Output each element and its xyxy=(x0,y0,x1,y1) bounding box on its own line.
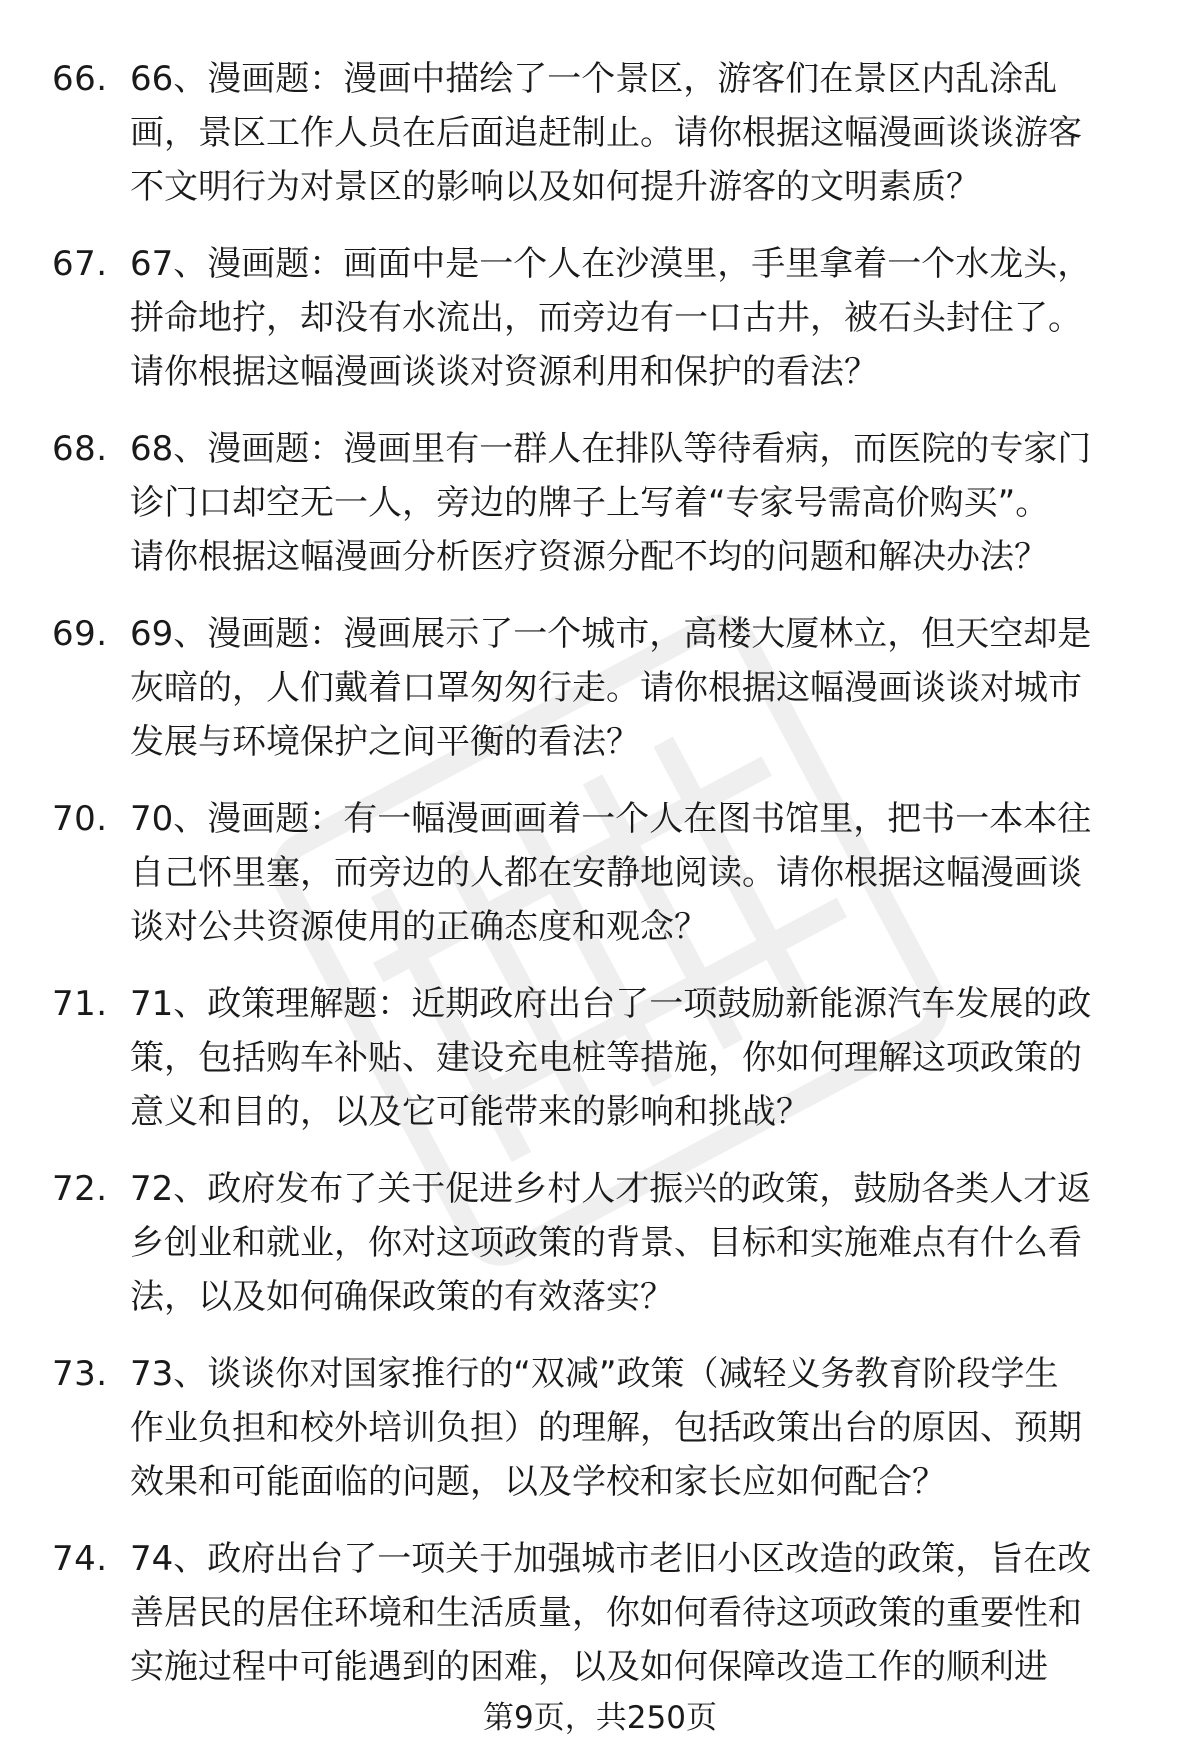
question-text xyxy=(130,237,1140,399)
question-line: 69、漫画题：漫画展示了一个城市，高楼大厦林立，但天空却是 xyxy=(130,614,1092,654)
question-line: 画，景区工作人员在后面追赶制止。请你根据这幅漫画谈谈游客 xyxy=(130,113,1082,153)
question-text xyxy=(130,422,1140,584)
question-line: 70、漫画题：有一幅漫画画着一个人在图书馆里，把书一本本往 xyxy=(130,799,1092,839)
question-text xyxy=(130,1532,1140,1694)
question-item-68 xyxy=(0,422,1200,607)
question-number: 71. xyxy=(52,984,108,1024)
question-line: 自己怀里塞，而旁边的人都在安静地阅读。请你根据这幅漫画谈 xyxy=(130,853,1082,893)
question-text xyxy=(130,52,1140,214)
question-text xyxy=(130,1162,1140,1324)
question-item-70 xyxy=(0,792,1200,977)
question-item-69 xyxy=(0,607,1200,792)
question-item-74 xyxy=(0,1532,1200,1717)
question-line: 意义和目的，以及它可能带来的影响和挑战？ xyxy=(130,1092,810,1132)
question-number: 67. xyxy=(52,244,108,284)
question-number: 72. xyxy=(52,1169,108,1209)
question-line: 效果和可能面临的问题，以及学校和家长应如何配合？ xyxy=(130,1462,946,1502)
question-line: 请你根据这幅漫画分析医疗资源分配不均的问题和解决办法？ xyxy=(130,537,1048,577)
question-line: 68、漫画题：漫画里有一群人在排队等待看病，而医院的专家门 xyxy=(130,429,1092,469)
question-line: 71、政策理解题：近期政府出台了一项鼓励新能源汽车发展的政 xyxy=(130,984,1092,1024)
question-line: 法，以及如何确保政策的有效落实？ xyxy=(130,1277,674,1317)
question-list xyxy=(0,52,1200,1717)
question-line: 拼命地拧，却没有水流出，而旁边有一口古井，被石头封住了。 xyxy=(130,298,1082,338)
question-number: 73. xyxy=(52,1354,108,1394)
question-number: 68. xyxy=(52,429,108,469)
question-line: 灰暗的，人们戴着口罩匆匆行走。请你根据这幅漫画谈谈对城市 xyxy=(130,668,1082,708)
question-line: 谈对公共资源使用的正确态度和观念？ xyxy=(130,907,708,947)
question-number: 69. xyxy=(52,614,108,654)
question-item-66 xyxy=(0,52,1200,237)
question-line: 67、漫画题：画面中是一个人在沙漠里，手里拿着一个水龙头， xyxy=(130,244,1092,284)
question-number: 70. xyxy=(52,799,108,839)
page-footer: 第9页，共250页 xyxy=(483,1700,717,1736)
question-line: 72、政府发布了关于促进乡村人才振兴的政策，鼓励各类人才返 xyxy=(130,1169,1092,1209)
question-line: 乡创业和就业，你对这项政策的背景、目标和实施难点有什么看 xyxy=(130,1223,1082,1263)
question-text xyxy=(130,1347,1140,1509)
question-item-71 xyxy=(0,977,1200,1162)
question-number: 74. xyxy=(52,1539,108,1579)
question-line: 74、政府出台了一项关于加强城市老旧小区改造的政策，旨在改 xyxy=(130,1539,1092,1579)
question-line: 诊门口却空无一人，旁边的牌子上写着“专家号需高价购买”。 xyxy=(130,483,1050,523)
question-number: 66. xyxy=(52,59,108,99)
question-line: 请你根据这幅漫画谈谈对资源利用和保护的看法？ xyxy=(130,352,878,392)
question-line: 不文明行为对景区的影响以及如何提升游客的文明素质？ xyxy=(130,167,980,207)
question-item-73 xyxy=(0,1347,1200,1532)
question-line: 实施过程中可能遇到的困难，以及如何保障改造工作的顺利进 xyxy=(130,1647,1048,1687)
question-line: 作业负担和校外培训负担）的理解，包括政策出台的原因、预期 xyxy=(130,1408,1082,1448)
question-item-72 xyxy=(0,1162,1200,1347)
question-line: 策，包括购车补贴、建设充电桩等措施，你如何理解这项政策的 xyxy=(130,1038,1082,1078)
question-line: 发展与环境保护之间平衡的看法？ xyxy=(130,722,640,762)
question-line: 66、漫画题：漫画中描绘了一个景区，游客们在景区内乱涂乱 xyxy=(130,59,1058,99)
question-line: 善居民的居住环境和生活质量，你如何看待这项政策的重要性和 xyxy=(130,1593,1082,1633)
question-text xyxy=(130,607,1140,769)
question-text xyxy=(130,977,1140,1139)
question-line: 73、谈谈你对国家推行的“双减”政策（减轻义务教育阶段学生 xyxy=(130,1354,1059,1394)
question-item-67 xyxy=(0,237,1200,422)
question-text xyxy=(130,792,1140,954)
